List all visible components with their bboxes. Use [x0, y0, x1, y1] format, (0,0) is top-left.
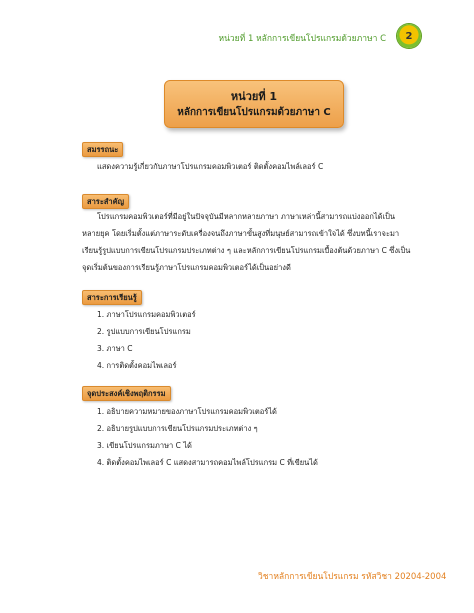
page-number-badge: 2: [397, 24, 421, 48]
objectives-label: จุดประสงค์เชิงพฤติกรรม: [82, 386, 171, 401]
unit-number-title: หน่วยที่ 1: [230, 89, 278, 103]
list-item: 4. การติดตั้งคอมไพเลอร์: [97, 361, 177, 370]
objectives-list: [97, 403, 318, 471]
list-item: 2. รูปแบบการเขียนโปรแกรม: [97, 327, 191, 336]
essence-label: สาระสำคัญ: [82, 194, 129, 209]
unit-subject-title: หลักการเขียนโปรแกรมด้วยภาษา C: [177, 106, 331, 118]
competency-text: แสดงความรู้เกี่ยวกับภาษาโปรแกรมคอมพิวเตอร์ ติดตั้งคอมไพล์เลอร์ C: [97, 162, 324, 171]
essence-line-4: จุดเริ่มต้นของการเรียนรู้ภาษาโปรแกรมคอมพิวเตอร์ได้เป็นอย่างดี: [82, 263, 291, 272]
list-item: 4. ติดตั้งคอมไพเลอร์ C แสดงสามารถคอมไพล์โปรแกรม C ที่เขียนได้: [97, 458, 318, 467]
essence-line-3: เรียนรู้รูปแบบการเขียนโปรแกรมประเภทต่าง ๆ และหลักการเขียนโปรแกรมเบื้องต้นด้วยภาษา C ซึ่งเป็น: [82, 246, 411, 255]
running-footer: วิชาหลักการเขียนโปรแกรม รหัสวิชา 20204-2004: [258, 572, 447, 582]
running-header: หน่วยที่ 1 หลักการเขียนโปรแกรมด้วยภาษา C: [218, 34, 386, 44]
essence-line-1: โปรแกรมคอมพิวเตอร์ที่มีอยู่ในปัจจุบันมีหลากหลายภาษา ภาษาเหล่านี้สามารถแบ่งออกได้เป็น: [97, 212, 396, 221]
unit-title-box: [164, 80, 344, 128]
list-item: 2. อธิบายรูปแบบการเขียนโปรแกรมประเภทต่าง ๆ: [97, 424, 258, 433]
list-item: 3. ภาษา C: [97, 344, 133, 353]
topics-label: สาระการเรียนรู้: [82, 290, 142, 305]
topics-list: [97, 306, 196, 374]
list-item: 1. อธิบายความหมายของภาษาโปรแกรมคอมพิวเตอร์ได้: [97, 407, 277, 416]
essence-line-2: หลายยุค โดยเริ่มตั้งแต่ภาษาระดับเครื่องจนถึงภาษาขั้นสูงที่มนุษย์สามารถเข้าใจได้ ซึ่งบทนี้เราจะมา: [82, 229, 400, 238]
list-item: 1. ภาษาโปรแกรมคอมพิวเตอร์: [97, 310, 196, 319]
competency-label: สมรรถนะ: [82, 142, 123, 157]
list-item: 3. เขียนโปรแกรมภาษา C ได้: [97, 441, 192, 450]
